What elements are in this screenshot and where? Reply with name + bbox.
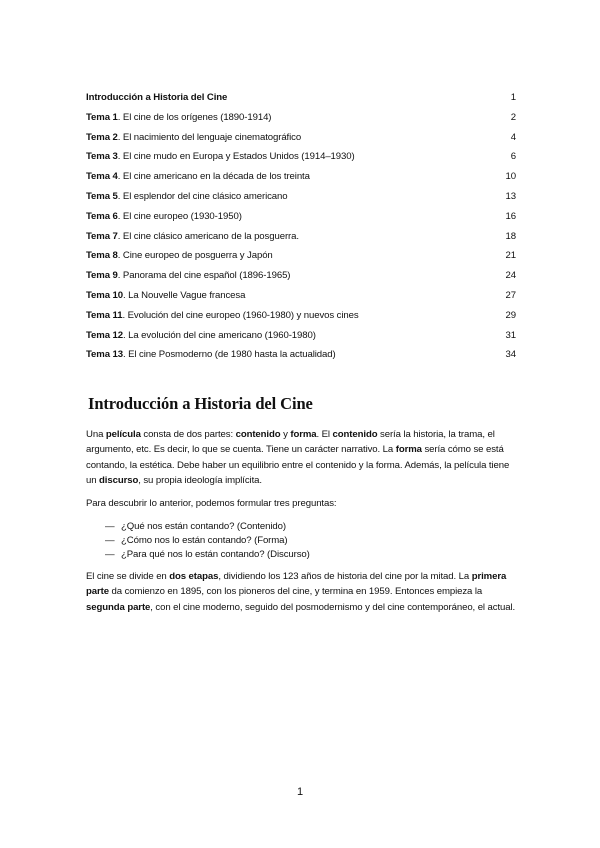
toc-page-number: 24 bbox=[505, 270, 516, 282]
list-item: — ¿Qué nos están contando? (Contenido) bbox=[105, 521, 286, 533]
toc-page-number: 2 bbox=[510, 111, 516, 123]
toc-row[interactable]: Tema 2. El nacimiento del lenguaje cinematográfico 4 bbox=[86, 131, 516, 143]
toc-row[interactable]: Tema 13. El cine Posmoderno (de 1980 hasta la actualidad) 34 bbox=[86, 349, 516, 361]
toc-row[interactable]: Tema 11. Evolución del cine europeo (1960-1980) y nuevos cines 29 bbox=[86, 309, 516, 321]
toc-page-number: 16 bbox=[505, 210, 516, 222]
toc-row[interactable]: Tema 5. El esplendor del cine clásico americano 13 bbox=[86, 190, 516, 202]
questions-list bbox=[105, 519, 518, 561]
paragraph-stages: El cine se divide en dos etapas, dividiendo los 123 años de historia del cine por la mitad. La primera parte da comienzo en 1895, con los pioneros del cine, y termina en 1959. Entonces empieza la segunda parte, con el cine moderno, seguido del posmodernismo y del cine contemporáneo, el actual. bbox=[86, 571, 516, 613]
toc-page-number: 29 bbox=[505, 309, 516, 321]
toc-page-number: 10 bbox=[505, 171, 516, 183]
toc-page-number: 34 bbox=[505, 349, 516, 361]
dash-bullet: — bbox=[105, 521, 115, 533]
paragraph-questions-intro: Para descubrir lo anterior, podemos formular tres preguntas: bbox=[86, 497, 337, 509]
paragraph-intro: Una película consta de dos partes: contenido y forma. El contenido sería la historia, la trama, el argumento, etc. Es decir, lo que se cuenta. Tiene un carácter narrativo. La forma sería cómo se está contando, la estética. Debe haber un equilibrio entre el contenido y la forma. Además, la película tiene un discurso, su propia ideología implícita. bbox=[86, 429, 510, 487]
toc-row[interactable]: Tema 8. Cine europeo de posguerra y Japón 21 bbox=[86, 250, 516, 262]
dash-bullet: — bbox=[105, 549, 115, 561]
toc-page-number: 18 bbox=[505, 230, 516, 242]
toc-page-number: 21 bbox=[505, 250, 516, 262]
toc-page-number: 31 bbox=[505, 329, 516, 341]
toc-row[interactable]: Introducción a Historia del Cine 1 bbox=[86, 92, 516, 103]
toc-page-number: 4 bbox=[510, 131, 516, 143]
toc-page-number: 27 bbox=[505, 289, 516, 301]
toc-row[interactable]: Tema 4. El cine americano en la década de los treinta 10 bbox=[86, 171, 516, 183]
table-of-contents bbox=[86, 92, 516, 369]
list-item: — ¿Para qué nos lo están contando? (Discurso) bbox=[105, 549, 310, 561]
toc-page-number: 13 bbox=[505, 190, 516, 202]
dash-bullet: — bbox=[105, 535, 115, 547]
toc-row[interactable]: Tema 10. La Nouvelle Vague francesa 27 bbox=[86, 289, 516, 301]
toc-row[interactable]: Tema 9. Panorama del cine español (1896-1965) 24 bbox=[86, 270, 516, 282]
page-number: 1 bbox=[296, 786, 304, 798]
toc-page-number: 6 bbox=[510, 151, 516, 163]
toc-row[interactable]: Tema 1. El cine de los orígenes (1890-1914) 2 bbox=[86, 111, 516, 123]
toc-row[interactable]: Tema 6. El cine europeo (1930-1950) 16 bbox=[86, 210, 516, 222]
toc-row[interactable]: Tema 7. El cine clásico americano de la posguerra. 18 bbox=[86, 230, 516, 242]
section-body bbox=[86, 427, 518, 622]
list-item: — ¿Cómo nos lo están contando? (Forma) bbox=[105, 535, 288, 547]
toc-page-number: 1 bbox=[510, 92, 516, 103]
toc-row[interactable]: Tema 3. El cine mudo en Europa y Estados Unidos (1914–1930) 6 bbox=[86, 151, 516, 163]
toc-row[interactable]: Tema 12. La evolución del cine americano (1960-1980) 31 bbox=[86, 329, 516, 341]
section-heading: Introducción a Historia del Cine bbox=[88, 394, 313, 413]
